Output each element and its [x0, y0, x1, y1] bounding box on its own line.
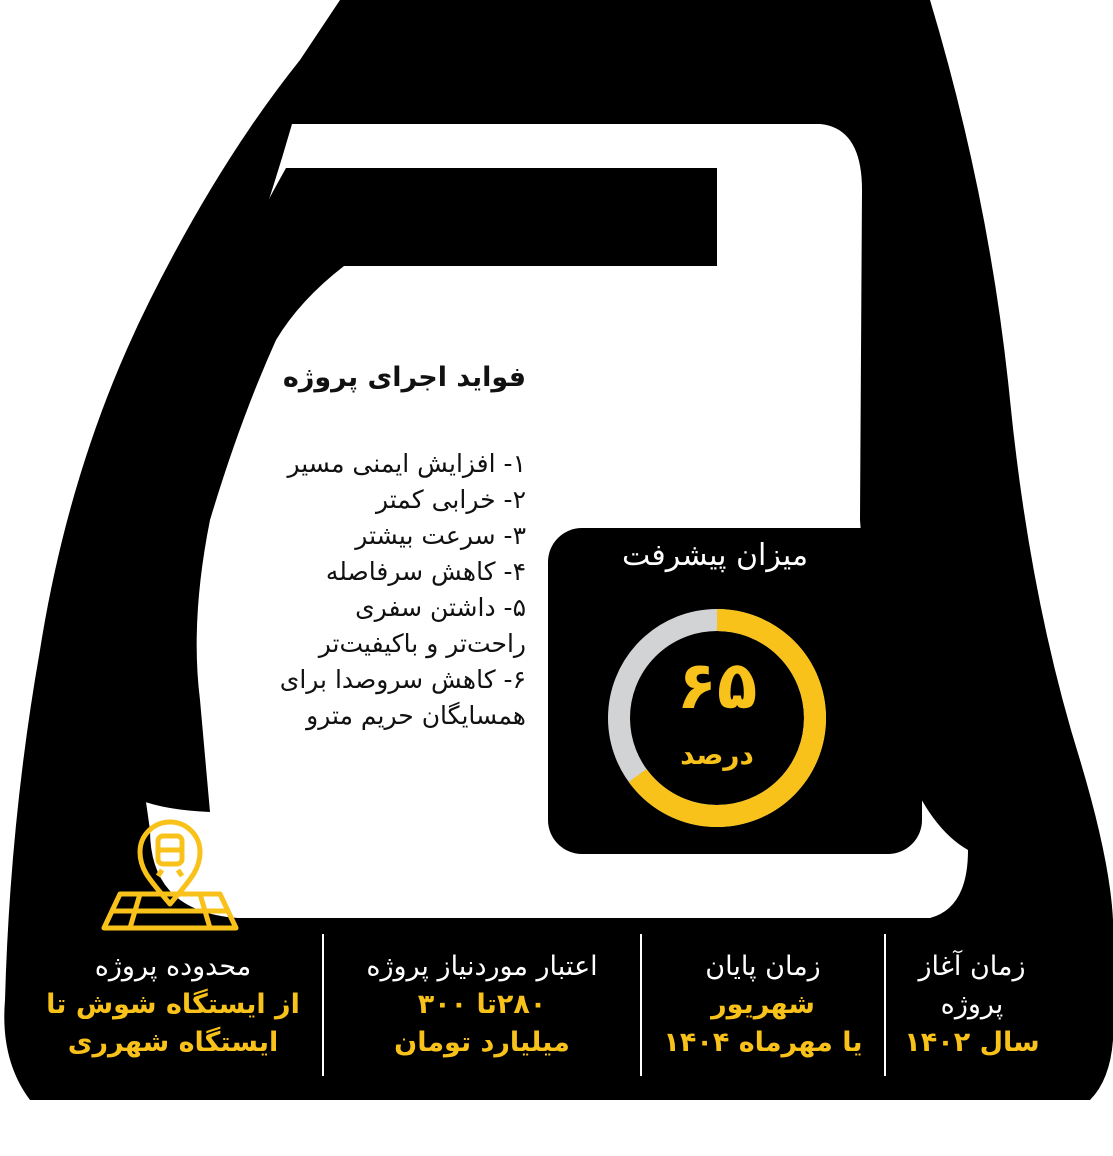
start-label: زمان آغاز پروژه	[918, 951, 1026, 1020]
info-budget	[330, 948, 634, 1062]
list-item: ۶- کاهش سروصدا برای	[279, 665, 526, 694]
end-value-line1: شهریور	[711, 989, 815, 1020]
budget-value-line2: میلیارد تومان	[394, 1027, 570, 1058]
list-item: ۳- سرعت بیشتر	[355, 521, 526, 550]
list-item: همسایگان حریم مترو	[306, 701, 526, 730]
list-item: راحت‌تر و باکیفیت‌تر	[318, 629, 526, 658]
scope-value-line2: ایستگاه شهرری	[67, 1027, 279, 1058]
budget-label: اعتبار موردنیاز پروژه	[366, 951, 598, 982]
progress-title: میزان پیشرفت	[621, 538, 809, 573]
end-value-line2: یا مهرماه ۱۴۰۴	[663, 1027, 863, 1058]
train-station-location-pin-icon	[100, 816, 240, 932]
info-end	[648, 948, 878, 1062]
progress-unit: درصد	[680, 738, 754, 771]
divider	[640, 934, 642, 1076]
info-start	[892, 948, 1052, 1062]
list-item: ۵- داشتن سفری	[355, 593, 526, 622]
divider	[322, 934, 324, 1076]
divider	[884, 934, 886, 1076]
list-item: ۲- خرابی کمتر	[375, 485, 526, 514]
progress-value: ۶۵	[676, 647, 758, 724]
benefits-list	[210, 446, 526, 734]
info-scope	[28, 948, 318, 1062]
start-value: سال ۱۴۰۲	[904, 1027, 1040, 1058]
budget-value-line1: ۲۸۰تا ۳۰۰	[417, 989, 547, 1020]
end-label: زمان پایان	[705, 951, 821, 982]
scope-label: محدوده پروژه	[94, 951, 252, 982]
list-item: ۱- افزایش ایمنی مسیر	[287, 449, 526, 478]
benefits-title: فواید اجرای پروژه	[282, 362, 526, 393]
list-item: ۴- کاهش سرفاصله	[325, 557, 526, 586]
scope-value-line1: از ایستگاه شوش تا	[46, 989, 300, 1020]
